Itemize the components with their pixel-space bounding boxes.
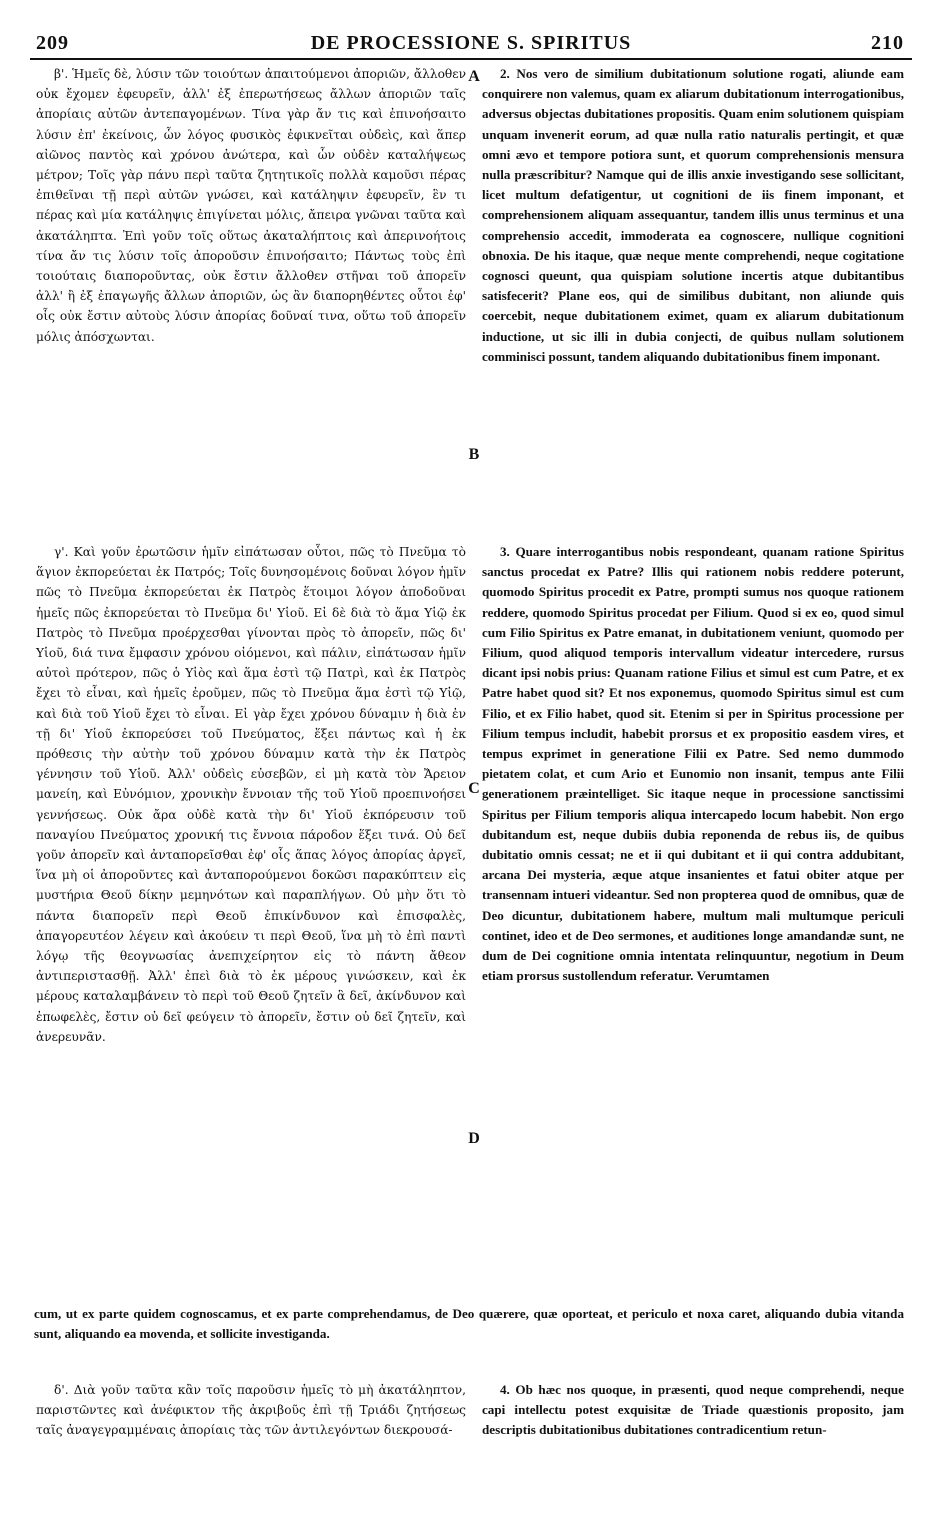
- latin-section-4: [482, 1380, 904, 1441]
- greek-paragraph: δ'. Διὰ γοῦν ταῦτα κἂν τοῖς παροῦσιν ἡμεῖς τὸ μὴ ἀκατάληπτον, παριστῶντες καὶ ἀνέφικτον τῆς ἀκριβοῦς ἐπὶ τῇ Τριάδι ζητήσεως ταῖς ἀναγεγραμμέναις ἀπορίαις τὰς τῶν ἀντιλεγόντων διεκρουσά-: [36, 1383, 466, 1438]
- latin-paragraph: 3. Quare interrogantibus nobis respondeant, quanam ratione Spiritus sanctus procedat ex Patre? Illis qui rationem nobis reddere poterunt, quomodo Spiritus procedit ex Patre, prompti sumus nos quoque rationem reddere, quomodo Spiritus procedat per Filium. Quod si ex eo, quod simul cum Filio Spiritus ex Patre emanat, in dubitationem veniunt, quomodo per Filium, quod aliquod temporis intervallum videatur intercedere, rursus dicant ipsi nobis prius: Quanam ratione Filius et simul est cum Patre, et ex Patre habet quod sit? Et nos exponemus, quomodo Spiritus simul est cum Filio, et ex Filio habet, quod sit. Etenim si per in Spiritus processione per Filium tempus includit, habebit prorsus et ex propositio easdem vires, et tempus exprimet in generatione Filii ex Patre. Sed nemo dummodo pietatem colat, et cum Ario et Eunomio non insanit, tempus ante Filii generationem præintelliget. Sic itaque neque in processione sanctissimi Spiritus per Filium temporis aliqua intercapedo locum habebit. Non ergo dubitandum est, neque dubiis dubia reponenda de rebus iis, de quibus dubitatio omnis cessat; ne et ii qui dubitant et ii qui contra addubitant, arcana Dei mysteria, æque atque insanientes et fatui obiter atque per transennam intueri videantur. Sed non propterea quod de omnibus, quæ de Deo dicuntur, dubitationem habere, multum mali multumque periculi continet, ideo et de Deo sermones, et auditiones longe amandandæ sunt, ne dum de Dei cognitione omnia intentata relinquuntur, negotium in Deum etiam prorsus sustollendum referatur. Verumtamen: [482, 544, 904, 984]
- page-number-right: 210: [871, 32, 904, 54]
- latin-paragraph: cum, ut ex parte quidem cognoscamus, et ex parte comprehendamus, de Deo quærere, quæ oporteat, et periculo et noxa caret, aliquando dubia vitanda sunt, aliquando ea movenda, et sollicite investiganda.: [34, 1306, 904, 1342]
- greek-section-3: [36, 542, 466, 1047]
- margin-mark-b: B: [468, 446, 480, 463]
- greek-paragraph: γ'. Καὶ γοῦν ἐρωτῶσιν ἡμῖν εἰπάτωσαν οὗτοι, πῶς τὸ Πνεῦμα τὸ ἅγιον ἐκπορεύεται ἐκ Πατρός; Τοῖς δυνησομένοις δοῦναι λόγον ἡμῖν πῶς τὸ Πνεῦμα ἐκπορεύεται ἐκ Πατρὸς ἕτοιμοι λόγον ἀποδοῦναι ἡμεῖς πῶς ἐκπορεύεται τὸ Πνεῦμα δι' Υἱοῦ. Εἰ δὲ διὰ τὸ ἅμα Υἱῷ ἐκ Πατρὸς τὸ Πνεῦμα προέρχεσθαι γίνονται πρὸς τὸ ἀπορεῖν, πῶς δι' Υἱοῦ, διά τινα ἔμφασιν χρόνου οἰόμενοι, καὶ πάλιν, εἰπάτωσαν ἡμῖν αὐτοὶ πρότερον, πῶς ὁ Υἱὸς καὶ ἅμα ἐστὶ τῷ Πατρὶ, καὶ ἐκ Πατρὸς ἔχει τὸ εἶναι, καὶ ἡμεῖς ἐροῦμεν, πῶς τὸ Πνεῦμα ἅμα ἐστὶ τῷ Υἱῷ, καὶ διὰ τοῦ Υἱοῦ ἔχει τὸ εἶναι. Εἰ γὰρ ἔχει χρόνου δύναμιν ἡ διὰ ἐν τῇ δι' Υἱοῦ ἐκπορεύσει τοῦ Πνεύματος, ἕξει πάντως καὶ ἡ ἐκ πρόθεσις τὴν αὐτὴν τοῦ χρόνου δύναμιν κατὰ τὴν ἐκ Πατρὸς γέννησιν τοῦ Υἱοῦ. Ἀλλ' οὐδεὶς εὐσεβῶν, εἰ μὴ κατὰ τὸν Ἄρειον μανείη, καὶ Εὐνόμιον, χρονικὴν ἔννοιαν τῆς τοῦ Υἱοῦ προεπινοήσει γεννήσεως. Οὐκ ἄρα οὐδὲ κατὰ τὴν δι' Υἱοῦ ἐκπόρευσιν τοῦ παναγίου Πνεύματος χρονική τις ἔννοια πάροδον ἕξει τινά. Οὐ δεῖ γοῦν ἀπορεῖν καὶ ἀνταπορεῖσθαι ἐφ' οἷς ἅπας λόγος ἀπορίας ἀργεῖ, ἵνα μὴ οἱ ἀποροῦντες καὶ ἀνταπορούμενοι δοκῶσι παρακύπτειν εἰς μυστήρια Θεοῦ δίκην μεμηνότων καὶ παραπλήγων. Οὐ μὴν ὅτι τὸ πάντα διαπορεῖν περὶ Θεοῦ ἐπικίνδυνον καὶ ἐπισφαλὲς, ἀπαγορευτέον λέγειν καὶ ἀκούειν τι περὶ Θεοῦ, ἵνα μὴ τὸ ἐπὶ παντὶ λόγῳ τῆς θεογνωσίας ἀνεπιχείρητον εἰς τὸ πάντη ἄθεον ἀντιπεριστασθῇ. Ἀλλ' ἐπεὶ διὰ τὸ ἐκ μέρους γινώσκειν, καὶ ἐκ μέρους καταλαμβάνειν τὸ περὶ τοῦ Θεοῦ ζητεῖν ἃ δεῖ, ἀκίνδυνον καὶ ἐπωφελὲς, ἔστιν οὐ δεῖ φεύγειν τὸ ἀπορεῖν, ἔστιν οὐ δεῖ ζητεῖν, καὶ ἀνερευνᾶν.: [36, 545, 466, 1044]
- greek-section-2: [36, 64, 466, 347]
- margin-mark-c: C: [468, 780, 480, 797]
- greek-paragraph: β'. Ἡμεῖς δὲ, λύσιν τῶν τοιούτων ἀπαιτούμενοι ἀποριῶν, ἄλλοθεν οὐκ ἔχομεν ἐφευρεῖν, ἀλλ' ἐξ ἐπερωτήσεως ἄλλων ἀποριῶν ταῖς ἀπορίαις αὐτῶν ἀντεπαγομένων. Τίνα γὰρ ἄν τις καὶ ἐπινοήσαιτο λύσιν ἐπ' ἐκείνοις, ὧν λόγος φυσικὸς ἐφικνεῖται οὐδεὶς, καὶ ἅπερ αἰῶνος παντὸς καὶ χρόνου ἀνώτερα, καὶ ὧν οὐδὲν καταλήψεως μέτρον; Τοῖς γὰρ πάνυ περὶ ταῦτα ζητητικοῖς πολλὰ καμοῦσι πέρας ἐπιθεῖναι τῇ περὶ αὐτῶν γνώσει, καὶ κατάληψιν ἐφευρεῖν, ἓν τι πέρας καὶ μία κατάληψις ἐπιγίνεται μόλις, ἄπειρα γνῶναι ταῦτα καὶ ἀκατάληπτα. Ἐπὶ γοῦν τοῖς οὕτως ἀκαταλήπτοις καὶ ἀπερινοήτοις τίνα ἄν τις λύσιν τοῖς ἀποροῦσιν ἐπινοήσαιτο; Πάντως τοὺς ἐπὶ τοιούταις διαποροῦντας, οὐκ ἔστιν ἄλλοθεν στῆναι τοῦ ἀπορεῖν ἀλλ' ἢ ἐξ ἐπαγωγῆς ἄλλων ἀποριῶν, ὡς ἂν διαπορηθέντες οὗτοι ἐφ' οἷς οὐκ ἔστιν αὐτοὺς λύσιν ἀπορίας δοῦναί τινα, οὕτω τοῦ ἀπορεῖν μόλις ἀπόσχωνται.: [36, 67, 466, 344]
- latin-section-3: [482, 542, 904, 986]
- latin-section-3-tail: [34, 1304, 904, 1344]
- latin-section-2: [482, 64, 904, 367]
- running-header: [30, 30, 912, 60]
- latin-paragraph: 4. Ob hæc nos quoque, in præsenti, quod neque comprehendi, neque capi intellectu potest exquisitæ de Triade quæstionis proposito, jam descriptis dubitationibus dubitationes contradicentium retun-: [482, 1382, 904, 1438]
- margin-mark-a: A: [468, 68, 480, 85]
- running-title: DE PROCESSIONE S. SPIRITUS: [310, 32, 632, 54]
- margin-mark-d: D: [468, 1130, 480, 1147]
- greek-section-4: [36, 1380, 466, 1441]
- latin-paragraph: 2. Nos vero de similium dubitationum solutione rogati, aliunde eam conquirere non valemus, quam ex aliarum dubitationum interrogationibus, adversus objectas dubitationes propositis. Quam enim solutionem quispiam unquam invenerit eorum, ad quæ nulla ratio naturalis pertingit, et quæ omni ævo et tempore potiora sunt, et quorum comprehensionis mensura nulla præscribitur? Namque qui de illis anxie investigando sese sollicitant, licet multum defatigentur, ut cognitioni de iis finem imponant, et comprehensionem aliquam assequantur, tandem illis unus terminus et una comprehensio accedit, immoderata ea cognoscere, nullique cognitioni obnoxia. De his itaque, quæ neque mente comprehendi, neque cogitatione cognosci queunt, qua quispiam solutione incertis atque dubitantibus satisfecerit? Plane eos, qui de similibus dubitant, non aliunde quis coercebit, neque dubitationem eximet, quam ex aliarum dubitationum inductione, ut sic illi in dubia conjecti, de quibus nullam solutionem comminisci possunt, tandem aliquando dubitationibus finem imponant.: [482, 66, 904, 364]
- page-number-left: 209: [36, 32, 69, 54]
